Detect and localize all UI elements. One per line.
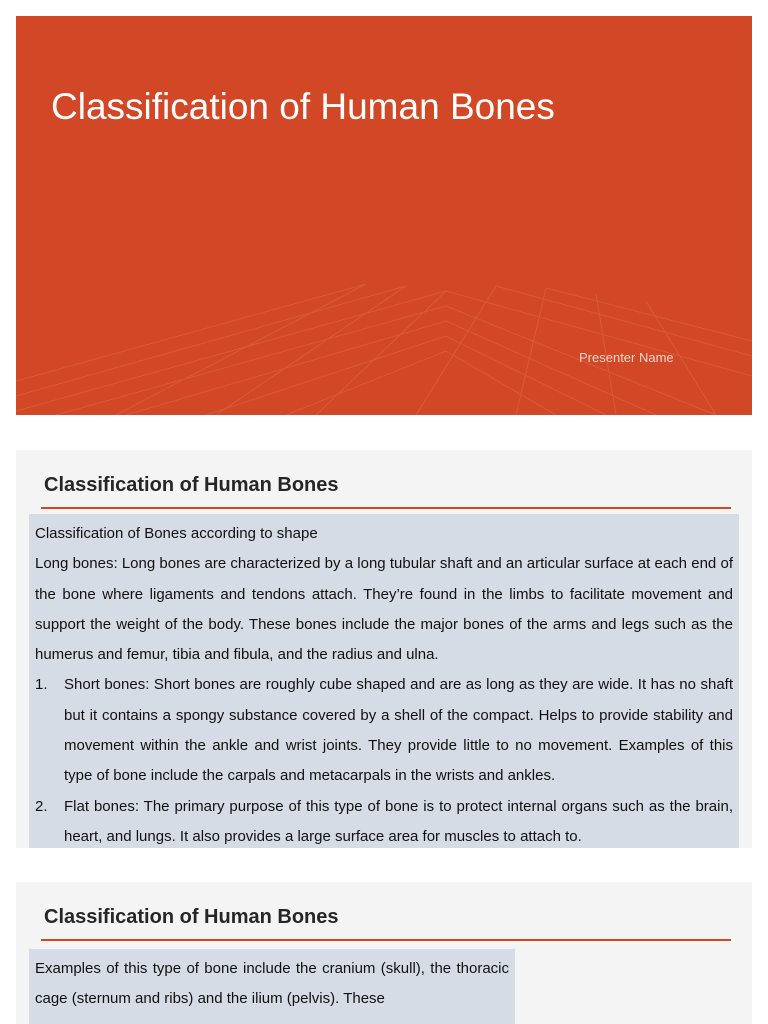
list-item [35,792,733,848]
flat-bones-text: Flat bones: The primary purpose of this type of bone is to protect internal organs such as the brain, heart, and lungs. It also provides a large surface area for muscles to attach to. [64,797,733,845]
list-number: 2. [35,797,48,815]
presenter-name: Presenter Name [579,350,674,365]
heading-underline [41,939,731,941]
presentation-title: Classification of Human Bones [51,86,555,127]
intro-text: Classification of Bones according to shape [35,525,318,542]
text-box [29,949,515,1024]
long-bones-paragraph: Long bones: Long bones are characterized by a long tubular shaft and an articular surface at each end of the bone where ligaments and tendons attach. They’re found in the limbs to facilitate movement and support the weight of the body. These bones include the major bones of the arms and legs such as the humerus and femur, tibia and fibula, and the radius and ulna. [35,555,733,664]
text-box [29,514,739,848]
slide-heading: Classification of Human Bones [44,906,339,928]
short-bones-text: Short bones: Short bones are roughly cube shaped and are as long as they are wide. It has no shaft but it contains a spongy substance covered by a shell of the compact. Helps to provide stability and movement within the ankle and wrist joints. They provide little to no movement. Examples of this type of bone include the carpals and metacarpals in the wrists and ankles. [64,676,733,785]
examples-paragraph: Examples of this type of bone include the cranium (skull), the thoracic cage (sternum and ribs) and the ilium (pelvis). These [35,960,509,1008]
slide-heading: Classification of Human Bones [44,474,339,496]
title-slide [16,16,752,415]
list-number: 1. [35,676,48,694]
content-slide-1 [16,450,752,848]
heading-underline [41,507,731,509]
content-slide-2 [16,882,752,1024]
list-item [35,670,733,791]
